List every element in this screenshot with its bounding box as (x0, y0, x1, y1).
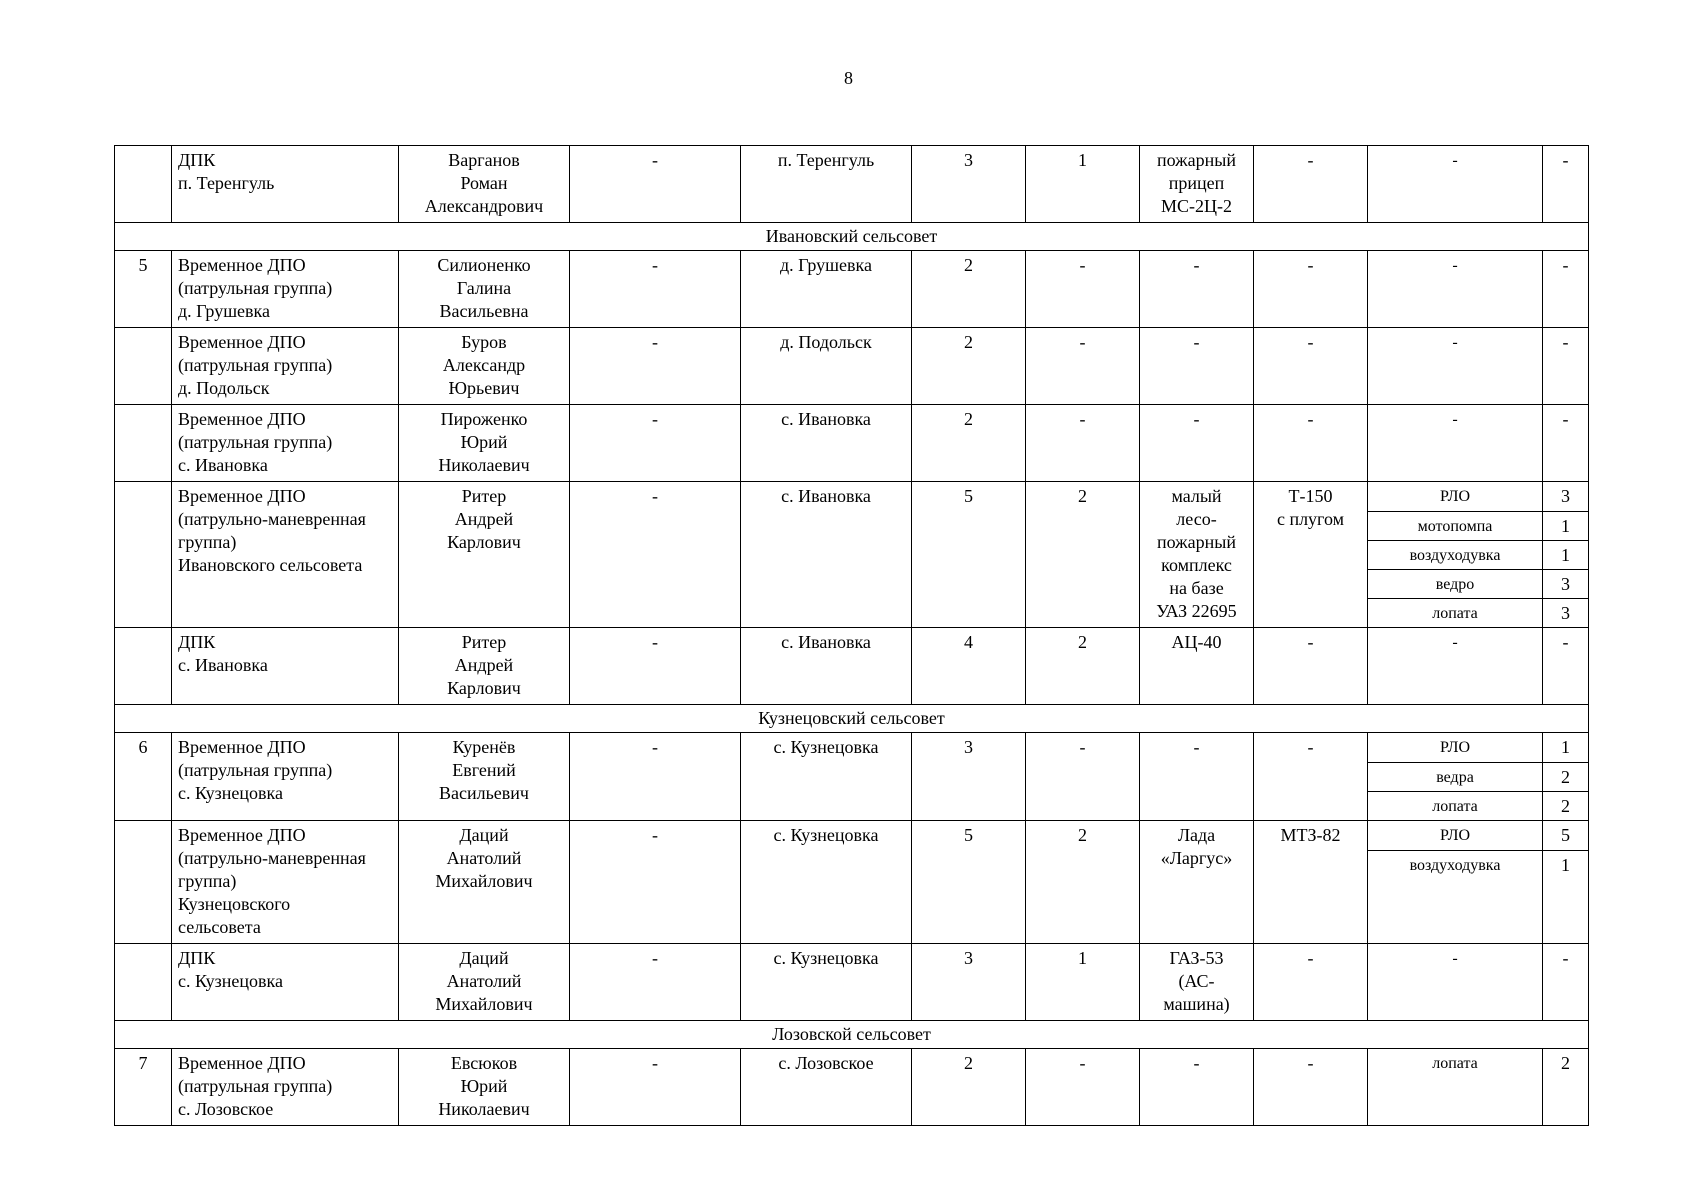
tractor-cell: - (1254, 251, 1368, 328)
table-row (115, 482, 1589, 628)
equipment-qty: - (1562, 409, 1569, 429)
col5-cell: 2 (912, 251, 1026, 328)
equipment-qty: 3 (1543, 598, 1588, 627)
num-cell (115, 146, 172, 223)
vehicle-cell: - (1140, 405, 1254, 482)
col3-cell: - (570, 1049, 741, 1126)
unit-name-cell: Временное ДПО (патрульная группа) с. Ивановка (172, 405, 399, 482)
vehicle-cell: - (1140, 251, 1254, 328)
unit-name-cell: Временное ДПО (патрульная группа) д. Грушевка (172, 251, 399, 328)
num-cell (115, 328, 172, 405)
equipment-cell (1368, 251, 1543, 328)
equipment-qty-cell (1543, 146, 1589, 223)
col5-cell: 3 (912, 944, 1026, 1021)
col6-cell: - (1026, 733, 1140, 821)
col6-cell: - (1026, 405, 1140, 482)
num-cell: 7 (115, 1049, 172, 1126)
equipment-item: воздуходувка (1368, 850, 1542, 879)
col3-cell: - (570, 944, 741, 1021)
col3-cell: - (570, 251, 741, 328)
head-name-cell: Силионенко Галина Васильевна (399, 251, 570, 328)
equipment-qty-cell (1543, 405, 1589, 482)
table-row (115, 328, 1589, 405)
tractor-cell: - (1254, 405, 1368, 482)
equipment-item: РЛО (1439, 827, 1471, 844)
col3-cell: - (570, 482, 741, 628)
equipment-qty: - (1562, 255, 1569, 275)
tractor-cell: - (1254, 733, 1368, 821)
col6-cell: 1 (1026, 146, 1140, 223)
col5-cell: 4 (912, 628, 1026, 705)
vehicle-cell: - (1140, 733, 1254, 821)
location-cell: с. Ивановка (741, 628, 912, 705)
col6-cell: - (1026, 251, 1140, 328)
location-cell: д. Грушевка (741, 251, 912, 328)
tractor-cell: - (1254, 146, 1368, 223)
equipment-qty-cell (1543, 482, 1589, 628)
table-row (115, 821, 1589, 944)
col5-cell: 5 (912, 482, 1026, 628)
equipment-item: - (1452, 152, 1458, 169)
equipment-cell (1368, 328, 1543, 405)
col5-cell: 2 (912, 328, 1026, 405)
equipment-item: РЛО (1439, 739, 1471, 756)
num-cell (115, 628, 172, 705)
col3-cell: - (570, 405, 741, 482)
location-cell: п. Теренгуль (741, 146, 912, 223)
col6-cell: 2 (1026, 482, 1140, 628)
head-name-cell: Ритер Андрей Карлович (399, 628, 570, 705)
equipment-cell (1368, 482, 1543, 628)
equipment-qty: 3 (1543, 569, 1588, 598)
equipment-item: мотопомпа (1368, 511, 1542, 540)
head-name-cell: Евсюков Юрий Николаевич (399, 1049, 570, 1126)
num-cell (115, 821, 172, 944)
location-cell: с. Кузнецовка (741, 944, 912, 1021)
equipment-cell (1368, 944, 1543, 1021)
equipment-cell (1368, 821, 1543, 944)
table-body (115, 146, 1589, 1126)
location-cell: с. Ивановка (741, 405, 912, 482)
equipment-item: воздуходувка (1368, 540, 1542, 569)
equipment-qty: 1 (1561, 737, 1570, 757)
num-cell: 5 (115, 251, 172, 328)
forces-table (114, 145, 1589, 1126)
vehicle-cell: Лада «Ларгус» (1140, 821, 1254, 944)
unit-name-cell: Временное ДПО (патрульная группа) с. Лозовское (172, 1049, 399, 1126)
section-title: Кузнецовский сельсовет (115, 705, 1589, 733)
num-cell (115, 482, 172, 628)
col3-cell: - (570, 733, 741, 821)
tractor-cell: Т-150 с плугом (1254, 482, 1368, 628)
head-name-cell: Даций Анатолий Михайлович (399, 944, 570, 1021)
location-cell: с. Ивановка (741, 482, 912, 628)
head-name-cell: Буров Александр Юрьевич (399, 328, 570, 405)
equipment-item: - (1452, 257, 1458, 274)
equipment-item: - (1452, 950, 1458, 967)
equipment-cell (1368, 405, 1543, 482)
tractor-cell: - (1254, 628, 1368, 705)
num-cell (115, 944, 172, 1021)
num-cell: 6 (115, 733, 172, 821)
col5-cell: 5 (912, 821, 1026, 944)
table-row (115, 251, 1589, 328)
head-name-cell: Даций Анатолий Михайлович (399, 821, 570, 944)
unit-name-cell: ДПК с. Кузнецовка (172, 944, 399, 1021)
tractor-cell: МТЗ-82 (1254, 821, 1368, 944)
head-name-cell: Варганов Роман Александрович (399, 146, 570, 223)
section-title: Ивановский сельсовет (115, 223, 1589, 251)
equipment-qty: 2 (1561, 1053, 1570, 1073)
col6-cell: - (1026, 1049, 1140, 1126)
equipment-qty: - (1562, 332, 1569, 352)
section-row (115, 1021, 1589, 1049)
equipment-qty: 2 (1543, 791, 1588, 820)
table-row (115, 1049, 1589, 1126)
tractor-cell: - (1254, 328, 1368, 405)
equipment-item: - (1452, 411, 1458, 428)
table-row (115, 733, 1589, 821)
vehicle-cell: - (1140, 1049, 1254, 1126)
unit-name-cell: ДПК п. Теренгуль (172, 146, 399, 223)
equipment-qty: 1 (1543, 540, 1588, 569)
equipment-item: ведра (1368, 762, 1542, 791)
num-cell (115, 405, 172, 482)
col6-cell: - (1026, 328, 1140, 405)
col5-cell: 3 (912, 733, 1026, 821)
equipment-qty: 3 (1561, 486, 1570, 506)
equipment-cell (1368, 628, 1543, 705)
location-cell: с. Кузнецовка (741, 733, 912, 821)
col5-cell: 2 (912, 405, 1026, 482)
section-row (115, 223, 1589, 251)
equipment-cell (1368, 1049, 1543, 1126)
col3-cell: - (570, 328, 741, 405)
unit-name-cell: ДПК с. Ивановка (172, 628, 399, 705)
equipment-item: РЛО (1439, 488, 1471, 505)
vehicle-cell: АЦ-40 (1140, 628, 1254, 705)
equipment-qty-cell (1543, 1049, 1589, 1126)
vehicle-cell: малый лесо- пожарный комплекс на базе УАЗ 22695 (1140, 482, 1254, 628)
equipment-qty-cell (1543, 628, 1589, 705)
equipment-qty: - (1562, 150, 1569, 170)
col5-cell: 3 (912, 146, 1026, 223)
vehicle-cell: ГАЗ-53 (АС- машина) (1140, 944, 1254, 1021)
col5-cell: 2 (912, 1049, 1026, 1126)
equipment-cell (1368, 733, 1543, 821)
location-cell: с. Кузнецовка (741, 821, 912, 944)
equipment-qty-cell (1543, 944, 1589, 1021)
table-row (115, 405, 1589, 482)
col3-cell: - (570, 821, 741, 944)
equipment-qty: - (1562, 948, 1569, 968)
equipment-qty: 2 (1543, 762, 1588, 791)
table-row (115, 146, 1589, 223)
equipment-item: лопата (1368, 791, 1542, 820)
equipment-qty: 1 (1543, 511, 1588, 540)
page-number: 8 (844, 68, 853, 88)
equipment-item: лопата (1368, 598, 1542, 627)
equipment-item: - (1452, 334, 1458, 351)
vehicle-cell: - (1140, 328, 1254, 405)
section-row (115, 705, 1589, 733)
equipment-qty: 5 (1561, 825, 1570, 845)
equipment-item: ведро (1368, 569, 1542, 598)
tractor-cell: - (1254, 944, 1368, 1021)
tractor-cell: - (1254, 1049, 1368, 1126)
table-row (115, 944, 1589, 1021)
equipment-qty-cell (1543, 733, 1589, 821)
location-cell: д. Подольск (741, 328, 912, 405)
equipment-qty-cell (1543, 328, 1589, 405)
equipment-item: лопата (1432, 1055, 1478, 1072)
location-cell: с. Лозовское (741, 1049, 912, 1126)
head-name-cell: Пироженко Юрий Николаевич (399, 405, 570, 482)
table-row (115, 628, 1589, 705)
vehicle-cell: пожарный прицеп МС-2Ц-2 (1140, 146, 1254, 223)
equipment-item: - (1452, 634, 1458, 651)
head-name-cell: Ритер Андрей Карлович (399, 482, 570, 628)
unit-name-cell: Временное ДПО (патрульная группа) с. Кузнецовка (172, 733, 399, 821)
unit-name-cell: Временное ДПО (патрульная группа) д. Подольск (172, 328, 399, 405)
col6-cell: 1 (1026, 944, 1140, 1021)
unit-name-cell: Временное ДПО (патрульно-маневренная группа) Ивановского сельсовета (172, 482, 399, 628)
section-title: Лозовской сельсовет (115, 1021, 1589, 1049)
equipment-qty: - (1562, 632, 1569, 652)
equipment-qty: 1 (1543, 850, 1588, 879)
head-name-cell: Куренёв Евгений Васильевич (399, 733, 570, 821)
col3-cell: - (570, 628, 741, 705)
col3-cell: - (570, 146, 741, 223)
col6-cell: 2 (1026, 821, 1140, 944)
equipment-cell (1368, 146, 1543, 223)
equipment-qty-cell (1543, 821, 1589, 944)
equipment-qty-cell (1543, 251, 1589, 328)
col6-cell: 2 (1026, 628, 1140, 705)
unit-name-cell: Временное ДПО (патрульно-маневренная группа) Кузнецовского сельсовета (172, 821, 399, 944)
